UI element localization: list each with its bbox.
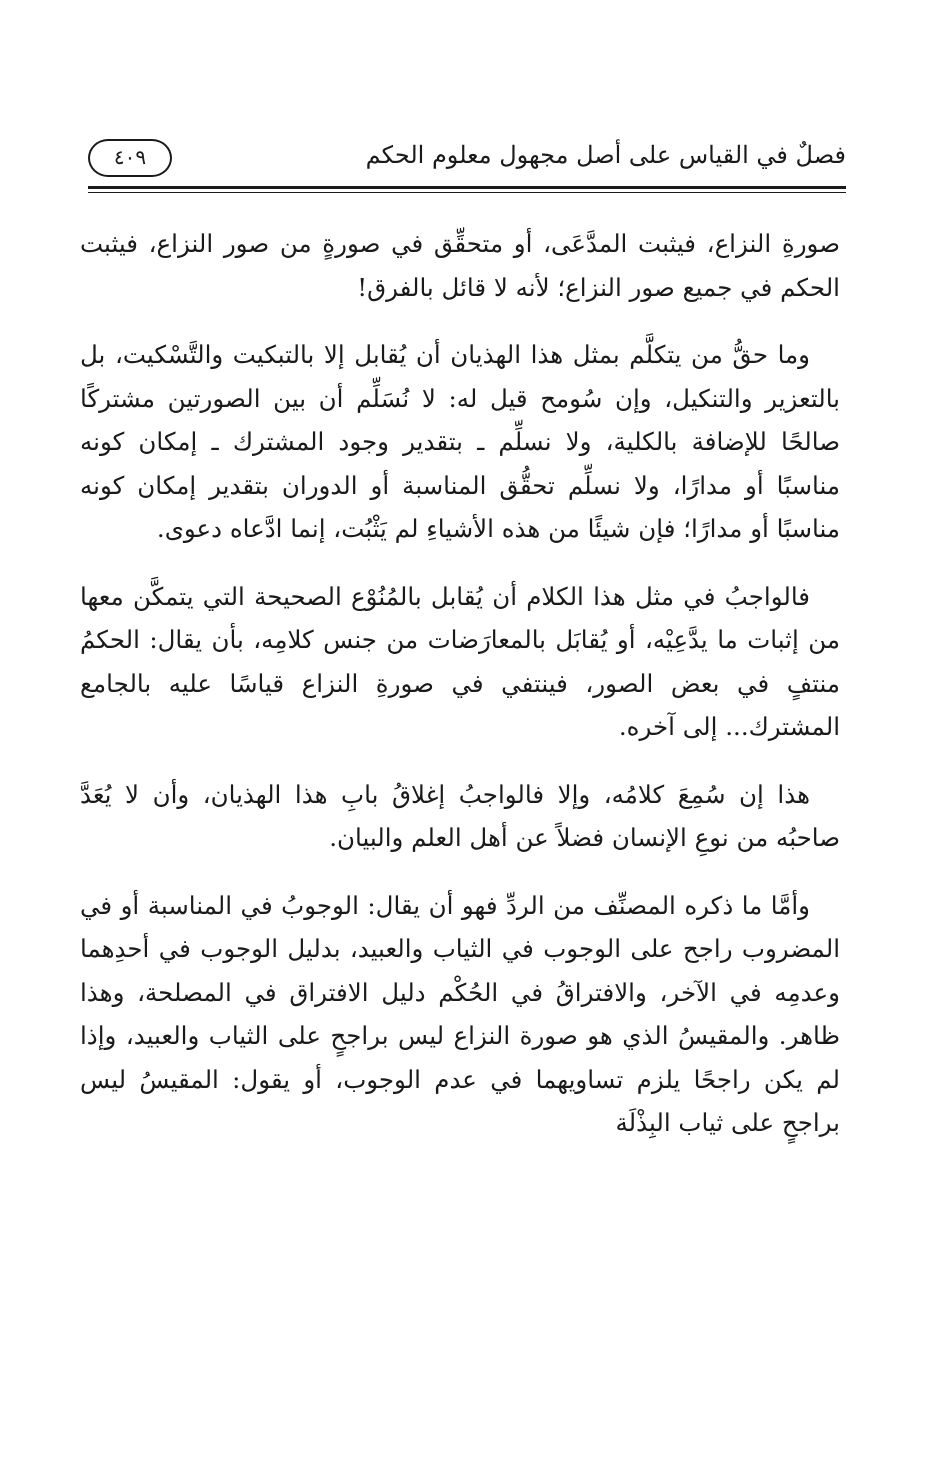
paragraph-gap	[80, 860, 840, 884]
header-rule-thick	[88, 186, 846, 189]
page-number-badge: ٤٠٩	[88, 139, 172, 177]
paragraph-5: وأمَّا ما ذكره المصنِّف من الردِّ فهو أن يقال: الوجوبُ في المناسبة أو في المضروب راجح على الوجوب في الثياب والعبيد، بدليل الوجوب في أحدِهما وعدمِه في الآخر، والافتراقُ في الحُكْم دليل الافتراق في المصلحة، وهذا ظاهر. والمقيسُ الذي هو صورة النزاع ليس براجحٍ على الثياب والعبيد، وإذا لم يكن راجحًا يلزم تساويهما في عدم الوجوب، أو يقول: المقيسُ ليس براجحٍ على ثياب البِذْلَة	[80, 890, 840, 1137]
body-text	[80, 222, 840, 1145]
running-title: فصلٌ في القياس على أصل مجهول معلوم الحكم	[365, 141, 846, 169]
paragraph-1: صورةِ النزاع، فيثبت المدَّعَى، أو متحقِّق في صورةٍ من صور النزاع، فيثبت الحكم في جميع صور النزاع؛ لأنه لا قائل بالفرق!	[80, 229, 840, 302]
paragraph-4: هذا إن سُمِعَ كلامُه، وإلا فالواجبُ إغلاقُ بابِ هذا الهذيان، وأن لا يُعَدَّ صاحبُه من نوعِ الإنسان فضلاً عن أهل العلم والبيان.	[80, 779, 840, 852]
paragraph-2: وما حقُّ من يتكلَّم بمثل هذا الهذيان أن يُقابل إلا بالتبكيت والتَّسْكيت، بل بالتعزير والتنكيل، وإن سُومح قيل له: لا نُسَلِّم أن بين الصورتين مشتركًا صالحًا للإضافة بالكلية، ولا نسلِّم ـ بتقدير وجود المشترك ـ إمكان كونه مناسبًا أو مدارًا، ولا نسلِّم تحقُّق المناسبة أو الدوران بتقدير إمكان كونه مناسبًا أو مدارًا؛ فإن شيئًا من هذه الأشياءِ لم يَثْبُت، إنما ادَّعاه دعوى.	[80, 340, 840, 543]
paragraph-gap	[80, 309, 840, 333]
paragraph-gap	[80, 551, 840, 575]
page-header	[88, 133, 846, 189]
paragraph-gap	[80, 749, 840, 773]
header-rule-thin	[88, 192, 846, 193]
paragraph-3: فالواجبُ في مثل هذا الكلام أن يُقابل بالمُنُوْع الصحيحة التي يتمكَّن معها من إثبات ما يدَّعِيْه، أو يُقابَل بالمعارَضات من جنس كلامِه، بأن يقال: الحكمُ منتفٍ في بعض الصور، فينتفي في صورةِ النزاع قياسًا عليه بالجامع المشترك... إلى آخره.	[80, 581, 840, 741]
